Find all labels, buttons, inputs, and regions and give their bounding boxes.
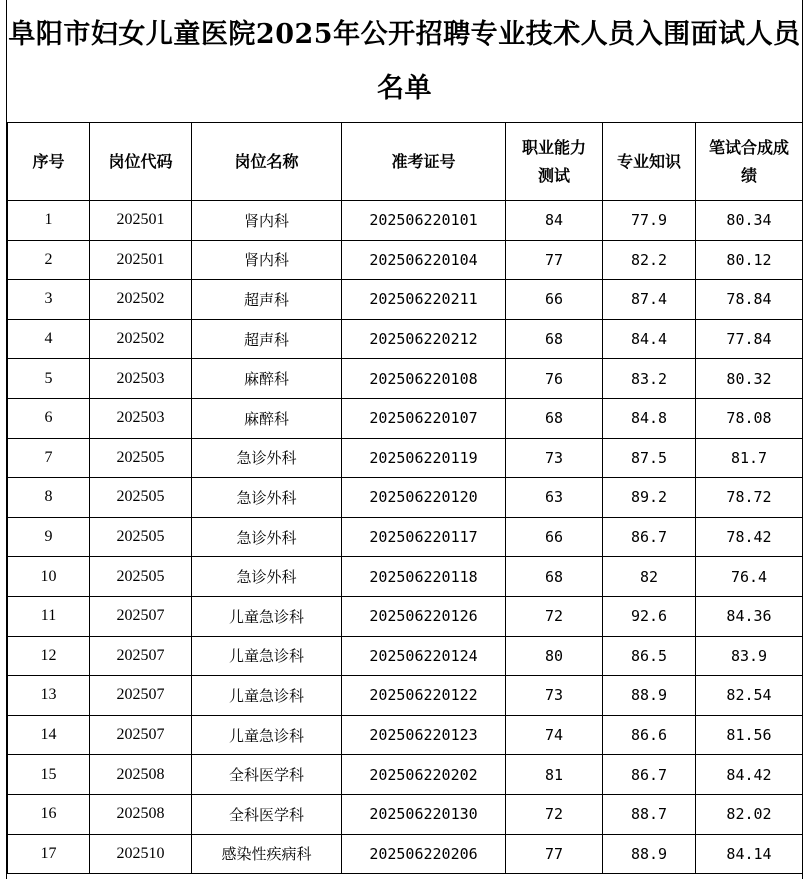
column-header-position-name: 岗位名称 — [192, 123, 342, 201]
column-header-exam-number: 准考证号 — [342, 123, 506, 201]
knowledge-score-cell: 82 — [603, 557, 696, 597]
candidate-table — [7, 122, 803, 874]
seq-cell: 9 — [8, 517, 90, 557]
table-body — [8, 201, 803, 874]
aptitude-score-cell: 73 — [506, 438, 603, 478]
knowledge-score-cell: 88.9 — [603, 834, 696, 874]
knowledge-score-cell: 84.4 — [603, 319, 696, 359]
composite-score-cell: 82.02 — [696, 794, 803, 834]
knowledge-score-cell: 86.7 — [603, 755, 696, 795]
aptitude-score-cell: 84 — [506, 201, 603, 241]
column-header-aptitude-test: 职业能力测试 — [506, 123, 603, 201]
aptitude-score-cell: 77 — [506, 240, 603, 280]
table-row — [8, 834, 803, 874]
exam-number-cell: 202506220119 — [342, 438, 506, 478]
seq-cell: 6 — [8, 398, 90, 438]
composite-score-cell: 83.9 — [696, 636, 803, 676]
knowledge-score-cell: 88.7 — [603, 794, 696, 834]
aptitude-score-cell: 77 — [506, 834, 603, 874]
exam-number-cell: 202506220117 — [342, 517, 506, 557]
exam-number-cell: 202506220108 — [342, 359, 506, 399]
exam-number-cell: 202506220126 — [342, 596, 506, 636]
position-name-cell: 感染性疾病科 — [192, 834, 342, 874]
position-name-cell: 急诊外科 — [192, 438, 342, 478]
table-row — [8, 478, 803, 518]
knowledge-score-cell: 83.2 — [603, 359, 696, 399]
document-sheet — [6, 0, 803, 879]
exam-number-cell: 202506220211 — [342, 280, 506, 320]
table-row — [8, 201, 803, 241]
table-header-row — [8, 123, 803, 201]
position-name-cell: 超声科 — [192, 280, 342, 320]
exam-number-cell: 202506220104 — [342, 240, 506, 280]
position-name-cell: 肾内科 — [192, 240, 342, 280]
position-name-cell: 肾内科 — [192, 201, 342, 241]
position-code-cell: 202505 — [90, 517, 192, 557]
composite-score-cell: 84.36 — [696, 596, 803, 636]
position-name-cell: 急诊外科 — [192, 557, 342, 597]
exam-number-cell: 202506220202 — [342, 755, 506, 795]
aptitude-score-cell: 80 — [506, 636, 603, 676]
aptitude-score-cell: 68 — [506, 319, 603, 359]
table-row — [8, 755, 803, 795]
table-row — [8, 676, 803, 716]
exam-number-cell: 202506220206 — [342, 834, 506, 874]
position-name-cell: 超声科 — [192, 319, 342, 359]
seq-cell: 8 — [8, 478, 90, 518]
composite-score-cell: 77.84 — [696, 319, 803, 359]
seq-cell: 5 — [8, 359, 90, 399]
position-name-cell: 全科医学科 — [192, 794, 342, 834]
seq-cell: 1 — [8, 201, 90, 241]
seq-cell: 2 — [8, 240, 90, 280]
table-row — [8, 438, 803, 478]
exam-number-cell: 202506220212 — [342, 319, 506, 359]
knowledge-score-cell: 84.8 — [603, 398, 696, 438]
position-code-cell: 202501 — [90, 240, 192, 280]
table-row — [8, 517, 803, 557]
aptitude-score-cell: 81 — [506, 755, 603, 795]
position-code-cell: 202507 — [90, 596, 192, 636]
knowledge-score-cell: 77.9 — [603, 201, 696, 241]
document-title: 阜阳市妇女儿童医院2025年公开招聘专业技术人员入围面试人员名单 — [8, 19, 801, 104]
composite-score-cell: 78.42 — [696, 517, 803, 557]
position-name-cell: 急诊外科 — [192, 517, 342, 557]
knowledge-score-cell: 87.5 — [603, 438, 696, 478]
table-row — [8, 319, 803, 359]
column-header-seq: 序号 — [8, 123, 90, 201]
exam-number-cell: 202506220122 — [342, 676, 506, 716]
aptitude-score-cell: 72 — [506, 794, 603, 834]
composite-score-cell: 84.42 — [696, 755, 803, 795]
seq-cell: 3 — [8, 280, 90, 320]
exam-number-cell: 202506220120 — [342, 478, 506, 518]
seq-cell: 13 — [8, 676, 90, 716]
aptitude-score-cell: 73 — [506, 676, 603, 716]
composite-score-cell: 78.84 — [696, 280, 803, 320]
position-name-cell: 急诊外科 — [192, 478, 342, 518]
knowledge-score-cell: 89.2 — [603, 478, 696, 518]
composite-score-cell: 80.12 — [696, 240, 803, 280]
knowledge-score-cell: 82.2 — [603, 240, 696, 280]
position-code-cell: 202505 — [90, 438, 192, 478]
seq-cell: 11 — [8, 596, 90, 636]
composite-score-cell: 81.56 — [696, 715, 803, 755]
exam-number-cell: 202506220130 — [342, 794, 506, 834]
position-name-cell: 儿童急诊科 — [192, 636, 342, 676]
aptitude-score-cell: 72 — [506, 596, 603, 636]
table-row — [8, 280, 803, 320]
aptitude-score-cell: 66 — [506, 280, 603, 320]
exam-number-cell: 202506220118 — [342, 557, 506, 597]
composite-score-cell: 80.34 — [696, 201, 803, 241]
position-code-cell: 202503 — [90, 398, 192, 438]
table-row — [8, 359, 803, 399]
knowledge-score-cell: 86.7 — [603, 517, 696, 557]
composite-score-cell: 81.7 — [696, 438, 803, 478]
position-code-cell: 202503 — [90, 359, 192, 399]
position-code-cell: 202507 — [90, 676, 192, 716]
position-code-cell: 202505 — [90, 478, 192, 518]
composite-score-cell: 80.32 — [696, 359, 803, 399]
knowledge-score-cell: 92.6 — [603, 596, 696, 636]
seq-cell: 16 — [8, 794, 90, 834]
position-code-cell: 202507 — [90, 715, 192, 755]
position-code-cell: 202502 — [90, 319, 192, 359]
position-code-cell: 202508 — [90, 755, 192, 795]
aptitude-score-cell: 74 — [506, 715, 603, 755]
exam-number-cell: 202506220101 — [342, 201, 506, 241]
seq-cell: 14 — [8, 715, 90, 755]
position-name-cell: 儿童急诊科 — [192, 596, 342, 636]
column-header-composite-score: 笔试合成成绩 — [696, 123, 803, 201]
seq-cell: 10 — [8, 557, 90, 597]
aptitude-score-cell: 66 — [506, 517, 603, 557]
table-row — [8, 398, 803, 438]
position-code-cell: 202510 — [90, 834, 192, 874]
seq-cell: 15 — [8, 755, 90, 795]
composite-score-cell: 84.14 — [696, 834, 803, 874]
table-row — [8, 794, 803, 834]
position-name-cell: 儿童急诊科 — [192, 715, 342, 755]
table-row — [8, 596, 803, 636]
position-code-cell: 202502 — [90, 280, 192, 320]
seq-cell: 12 — [8, 636, 90, 676]
seq-cell: 4 — [8, 319, 90, 359]
position-code-cell: 202501 — [90, 201, 192, 241]
seq-cell: 7 — [8, 438, 90, 478]
exam-number-cell: 202506220107 — [342, 398, 506, 438]
composite-score-cell: 78.72 — [696, 478, 803, 518]
position-name-cell: 儿童急诊科 — [192, 676, 342, 716]
seq-cell: 17 — [8, 834, 90, 874]
position-code-cell: 202507 — [90, 636, 192, 676]
table-row — [8, 240, 803, 280]
position-code-cell: 202505 — [90, 557, 192, 597]
table-row — [8, 636, 803, 676]
column-header-position-code: 岗位代码 — [90, 123, 192, 201]
knowledge-score-cell: 86.6 — [603, 715, 696, 755]
knowledge-score-cell: 86.5 — [603, 636, 696, 676]
composite-score-cell: 78.08 — [696, 398, 803, 438]
position-code-cell: 202508 — [90, 794, 192, 834]
position-name-cell: 全科医学科 — [192, 755, 342, 795]
position-name-cell: 麻醉科 — [192, 359, 342, 399]
table-row — [8, 557, 803, 597]
aptitude-score-cell: 68 — [506, 398, 603, 438]
composite-score-cell: 82.54 — [696, 676, 803, 716]
knowledge-score-cell: 88.9 — [603, 676, 696, 716]
exam-number-cell: 202506220124 — [342, 636, 506, 676]
aptitude-score-cell: 76 — [506, 359, 603, 399]
knowledge-score-cell: 87.4 — [603, 280, 696, 320]
column-header-professional-knowledge: 专业知识 — [603, 123, 696, 201]
table-row — [8, 715, 803, 755]
position-name-cell: 麻醉科 — [192, 398, 342, 438]
aptitude-score-cell: 68 — [506, 557, 603, 597]
exam-number-cell: 202506220123 — [342, 715, 506, 755]
composite-score-cell: 76.4 — [696, 557, 803, 597]
aptitude-score-cell: 63 — [506, 478, 603, 518]
